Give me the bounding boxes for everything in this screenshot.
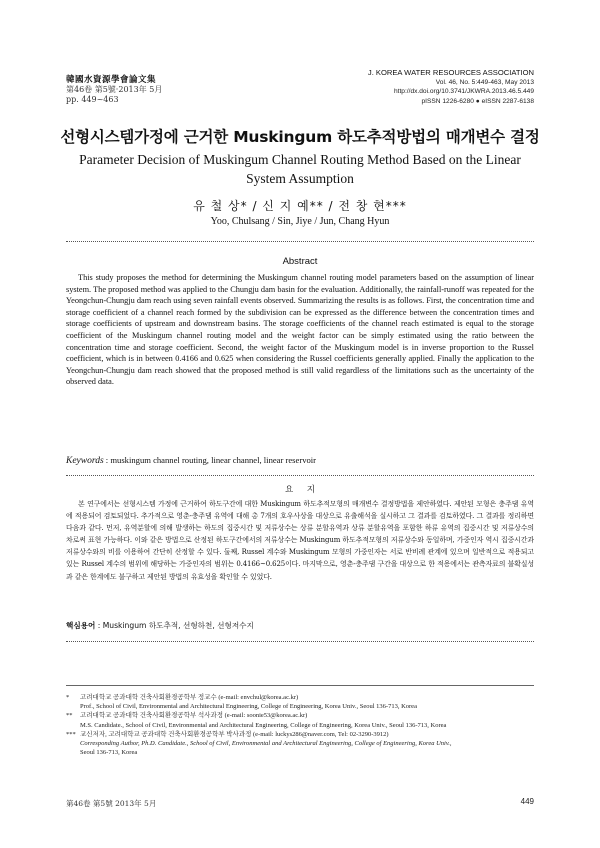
- footnotes: [66, 693, 534, 757]
- doi-link[interactable]: http://dx.doi.org/10.3741/JKWRA.2013.46.5.449: [393, 88, 534, 96]
- keywords-korean-label: 핵심용어: [66, 621, 96, 630]
- title-korean: 선형시스템가정에 근거한 Muskingum 하도추적방법의 매개변수 결정: [60, 128, 540, 146]
- footnote-ko: 고려대학교 공과대학 건축사회환경공학부 석사과정 (e-mail: soonie53@korea.ac.kr): [80, 712, 308, 720]
- keywords-korean: [66, 620, 534, 631]
- footnote-marker: ***: [66, 730, 76, 738]
- keywords-label: Keywords: [66, 456, 104, 466]
- keywords-korean-text: : Muskingum 하도추적, 선형하천, 선형저수지: [95, 621, 254, 630]
- footer-issue: 第46卷 第5號 2013年 5月: [66, 799, 157, 808]
- divider-bottom: [66, 641, 534, 642]
- footnote-en: M.S. Candidate., School of Civil, Environmental and Architectural Engineering, College of Engineering, Korea Univ., Seoul 136-713, Korea: [80, 721, 447, 729]
- divider-top: [66, 241, 534, 242]
- authors-english: Yoo, Chulsang / Sin, Jiye / Jun, Chang Hyun: [210, 216, 390, 227]
- footnote-rule: [66, 685, 534, 686]
- footnote-ko: 고려대학교 공과대학 건축사회환경공학부 정교수 (e-mail: envchul@korea.ac.kr): [80, 694, 299, 701]
- footnote-en: Prof., School of Civil, Environmental and Architectural Engineering, College of Engineering, Korea Univ., Seoul 136-713, Korea: [80, 703, 417, 711]
- keywords: [66, 455, 534, 466]
- journal-header-left: [66, 75, 162, 105]
- footnote-en: Corresponding Author, Ph.D. Candidate., School of Civil, Environmental and Architectural Engineering, College of Engineering, Korea Univ.,: [80, 740, 452, 748]
- journal-header-right: [368, 68, 534, 106]
- abstract-text: This study proposes the method for determining the Muskingum channel routing model parameters based on the assumption of linear system. The proposed method was applied to the Chungju dam basin for the evaluation. Additionally, the rainfall-runoff was repeated for the Yeongchun-Chungju dam reach using seven rainfall events observed. Summarizing the results is as follows. First, the concentration time and storage coefficient of a channel reach formed by the subdivision can be expressed as the difference between the concentration times and storage coefficients of upstream and downstream basins. The storage coefficients of the channel reach estimated is equal to the storage coefficient of the Muskingum channel routing model and the weight factor can be simply estimated using the ratio between the concentration time and storage coefficient. Second, the weight factor of the Muskingum model is in inverse proportion to the Russel coefficient, which is in between 0.4166 and 0.625 when considering the Russel coefficients generally applied. Finally the application to the Yeongchun-Chungju dam reach showed that the proposed method is still valid regardless of the limitations such as the uncertainty of the observed data.: [66, 273, 534, 387]
- footnote-en-continuation: Seoul 136-713, Korea: [80, 749, 138, 757]
- footnote-marker: **: [66, 712, 73, 720]
- title-english: Parameter Decision of Muskingum Channel Routing Method Based on the Linear System Assumption: [79, 152, 521, 186]
- volume-en: Vol. 46, No. 5:449-463, May 2013: [435, 78, 534, 86]
- divider-middle: [66, 475, 534, 476]
- page-range: pp. 449~463: [66, 95, 119, 104]
- korean-abstract-heading: 요 지: [285, 485, 315, 495]
- korean-abstract-text: 본 연구에서는 선형시스템 가정에 근거하여 하도구간에 대한 Muskingum 하도추적모형의 매개변수 결정방법을 제안하였다. 제안된 모형은 충주댐 유역에 적용되어 검토되었다. 추가적으로 영춘-충주댐 유역에 대해 총 7개의 호우사상을 대상으로 유출해석을 실시하고 그 결과를 검토하였다. 그 결과를 정리하면 다음과 같다. 먼저, 유역분할에 의해 발생하는 하도의 집중시간 및 저류상수는 상류 분할유역과 상류 분할유역을 포함한 하류 유역의 집중시간 및 저류상수의 차로써 표현 가능하다. 이와 같은 방법으로 산정된 하도구간에서의 저류상수는 Muskingum 하도추적모형의 저류상수와 동일하며, 가중인자 역시 집중시간과 저류상수와의 비를 이용하여 간단히 산정할 수 있다. 둘째, Russel 계수와 Muskingum 모형의 가중인자는 서로 반비례 관계에 있으며 일반적으로 적용되고 있는 Russel 계수의 범위에 해당하는 가중인자의 범위는 0.4166~0.625이다. 마지막으로, 영춘-충주댐 구간을 대상으로 한 적용에서는 관측자료의 불확실성과 같은 한계에도 불구하고 제안된 방법의 유효성을 확인할 수 있었다.: [66, 500, 534, 581]
- page-number: 449: [520, 797, 534, 806]
- volume-ko: 第46卷 第5號·2013年 5月: [66, 85, 163, 94]
- journal-name-en: J. KOREA WATER RESOURCES ASSOCIATION: [367, 68, 534, 77]
- issn: pISSN 1226-6280 ● eISSN 2287-6138: [421, 97, 534, 105]
- footnote-2: [66, 711, 534, 729]
- authors-korean: 유 철 상* / 신 지 예** / 전 창 현***: [193, 199, 407, 213]
- journal-name-ko: 韓國水資源學會論文集: [66, 75, 157, 85]
- footnote-marker: *: [66, 694, 70, 701]
- footnote-ko: 교신저자, 고려대학교 공과대학 건축사회환경공학부 박사과정 (e-mail: luckys286@naver.com, Tel: 02-3290-3912): [80, 730, 389, 738]
- footnote-3: [66, 730, 534, 758]
- footnote-1: [66, 693, 534, 711]
- keywords-text: : muskingum channel routing, linear channel, linear reservoir: [103, 455, 317, 465]
- abstract-heading: Abstract: [282, 256, 318, 267]
